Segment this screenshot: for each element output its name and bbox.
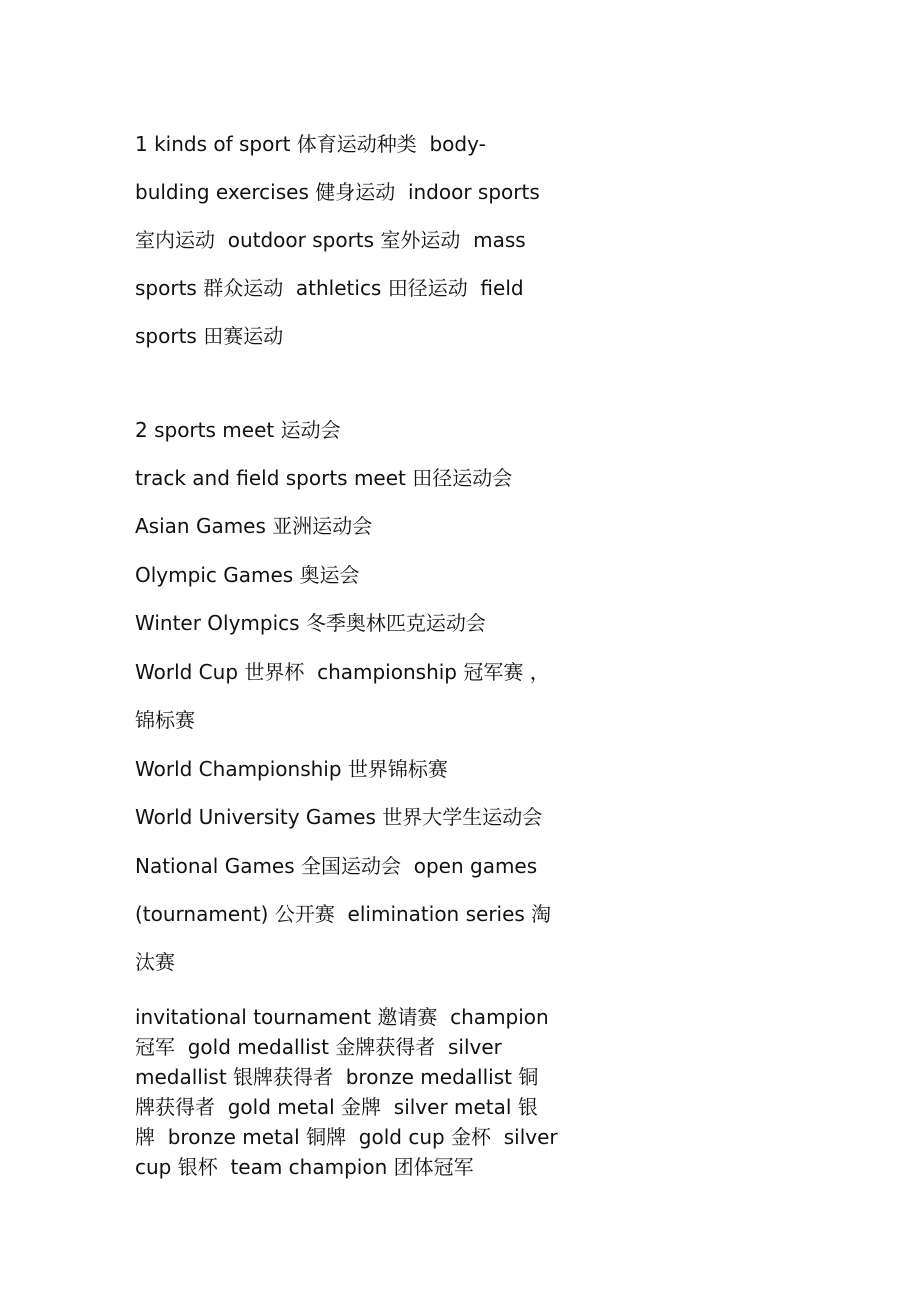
text-line: medallist 银牌获得者 bronze medallist 铜 (135, 1065, 539, 1089)
text-line: World Championship 世界锦标赛 (135, 757, 448, 781)
text-line: Asian Games 亚洲运动会 (135, 514, 373, 538)
text-line: 汰赛 (135, 950, 175, 974)
text-line: 牌 bronze metal 铜牌 gold cup 金杯 silver (135, 1125, 558, 1149)
text-line: 2 sports meet 运动会 (135, 418, 341, 442)
text-line: World University Games 世界大学生运动会 (135, 805, 543, 829)
text-line: Winter Olympics 冬季奥林匹克运动会 (135, 611, 486, 635)
text-line: World Cup 世界杯 championship 冠军赛 ， (135, 660, 550, 684)
text-line: 冠军 gold medallist 金牌获得者 silver (135, 1035, 502, 1059)
text-line: track and field sports meet 田径运动会 (135, 466, 513, 490)
text-line: sports 群众运动 athletics 田径运动 field (135, 276, 524, 300)
text-line: 牌获得者 gold metal 金牌 silver metal 银 (135, 1095, 538, 1119)
text-line: 室内运动 outdoor sports 室外运动 mass (135, 228, 526, 252)
text-line: Olympic Games 奥运会 (135, 563, 360, 587)
text-line: bulding exercises 健身运动 indoor sports (135, 180, 540, 204)
text-line: invitational tournament 邀请赛 champion (135, 1005, 549, 1029)
text-line: cup 银杯 team champion 团体冠军 (135, 1155, 474, 1179)
text-line: National Games 全国运动会 open games (135, 854, 538, 878)
text-line: 1 kinds of sport 体育运动种类 body- (135, 132, 486, 156)
text-line: (tournament) 公开赛 elimination series 淘 (135, 902, 552, 926)
text-line: 锦标赛 (135, 708, 195, 732)
text-line: sports 田赛运动 (135, 324, 284, 348)
